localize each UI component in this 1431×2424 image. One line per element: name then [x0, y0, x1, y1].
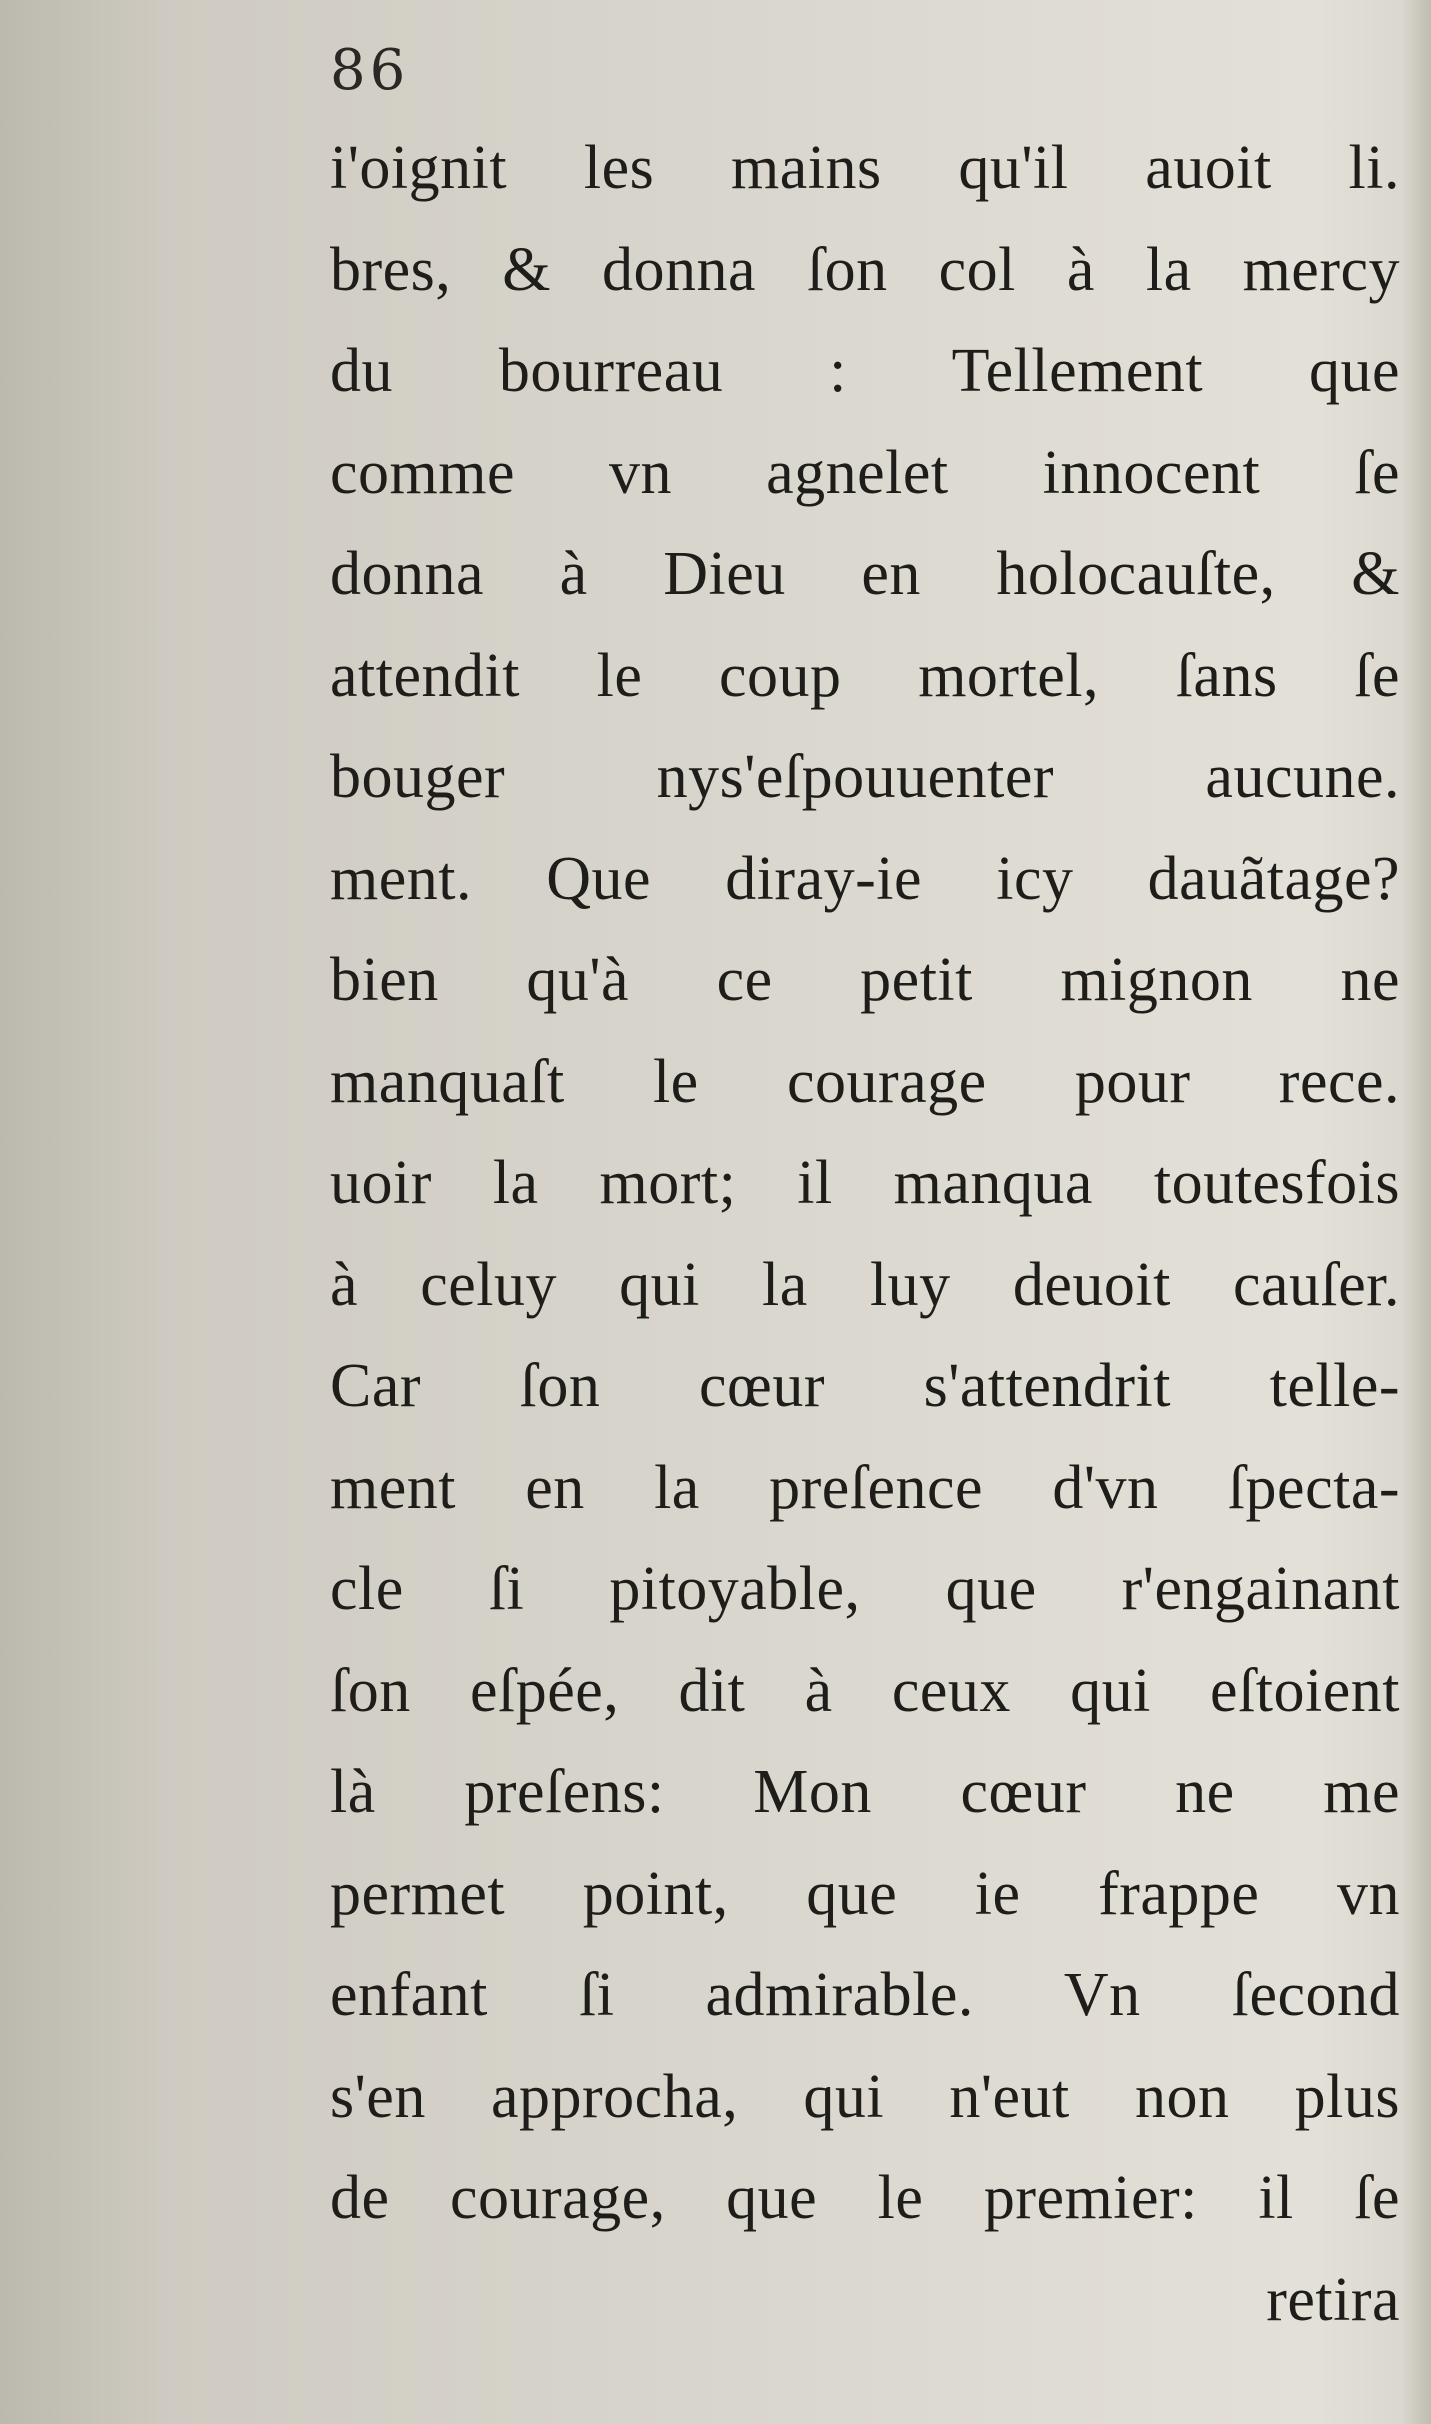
text-line: manquaſt le courage pour rece. [330, 1047, 1400, 1116]
text-line: enfant ſi admirable. Vn ſecond [330, 1961, 1400, 2029]
text-line: du bourreau : Tellement que [330, 337, 1400, 405]
text-line: là preſens: Mon cœur ne me [330, 1758, 1400, 1826]
text-line: uoir la mort; il manqua toutesfois [330, 1149, 1400, 1217]
text-line: i'oignit les mains qu'il auoit li. [330, 134, 1400, 202]
text-line: à celuy qui la luy deuoit cauſer. [330, 1250, 1400, 1319]
text-line: de courage, que le premier: il ſe [330, 2164, 1400, 2232]
text-line: ment. Que diray-ie icy dauãtage? [330, 844, 1400, 913]
text-line: permet point, que ie frappe vn [330, 1859, 1400, 1928]
text-line: bien qu'à ce petit mignon ne [330, 946, 1400, 1014]
text-block [330, 118, 1400, 2351]
text-line: ment en la preſence d'vn ſpecta- [330, 1453, 1400, 1522]
text-line: bouger nys'eſpouuenter aucune. [330, 743, 1400, 811]
text-line: donna à Dieu en holocauſte, & [330, 540, 1400, 608]
page-number: 86 [330, 38, 410, 103]
catchword: retira [1266, 2265, 1400, 2334]
text-line: comme vn agnelet innocent ſe [330, 438, 1400, 507]
text-line: cle ſi pitoyable, que r'engainant [330, 1555, 1400, 1623]
text-line: ſon eſpée, dit à ceux qui eſtoient [330, 1656, 1400, 1725]
text-line: attendit le coup mortel, ſans ſe [330, 641, 1400, 710]
text-line: bres, & donna ſon col à la mercy [330, 235, 1400, 304]
text-line: s'en approcha, qui n'eut non plus [330, 2062, 1400, 2131]
text-line: Car ſon cœur s'attendrit telle- [330, 1352, 1400, 1420]
